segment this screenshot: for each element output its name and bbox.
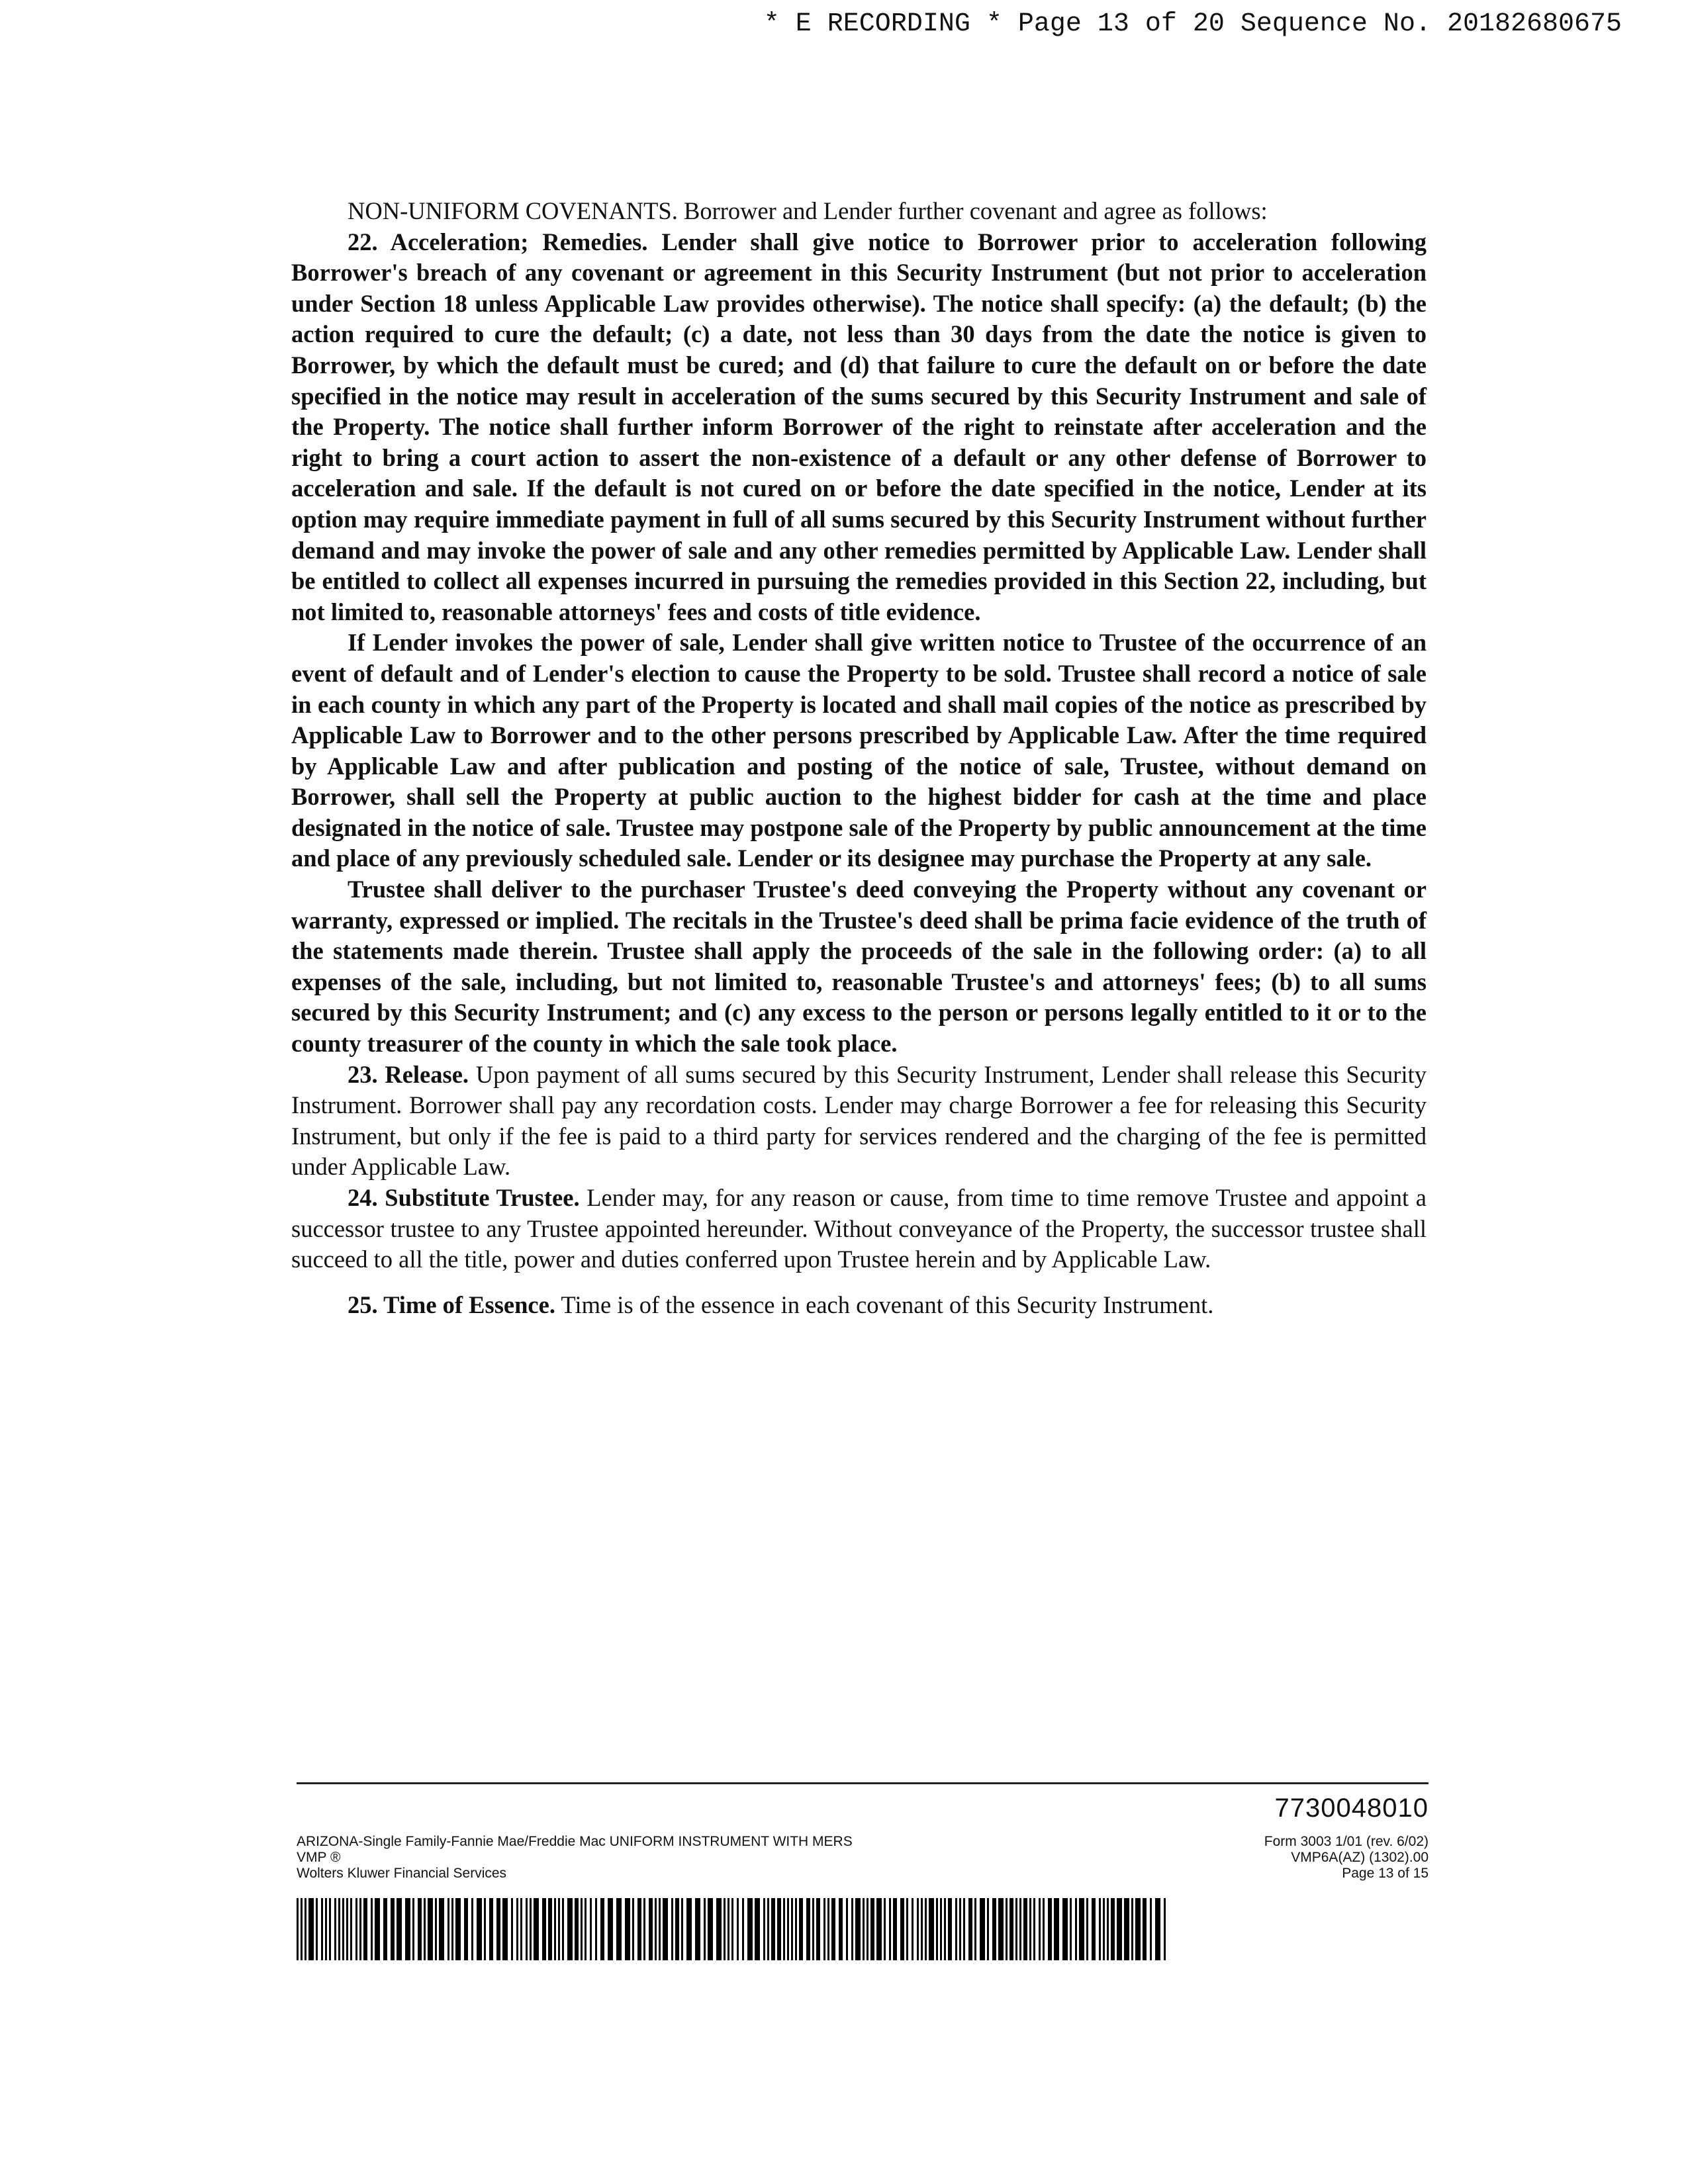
barcode-bar <box>1039 1898 1041 1960</box>
form-title: ARIZONA-Single Family-Fannie Mae/Freddie Mac UNIFORM INSTRUMENT WITH MERS <box>297 1834 853 1849</box>
barcode-bar <box>1048 1898 1052 1960</box>
barcode-bar <box>889 1898 891 1960</box>
barcode-bar <box>297 1898 299 1960</box>
barcode-bar <box>992 1898 996 1960</box>
section-24-substitute-trustee <box>291 1183 1427 1275</box>
barcode-bar <box>851 1898 853 1960</box>
barcode-bar <box>412 1898 414 1960</box>
barcode-bar <box>554 1898 556 1960</box>
barcode-bar <box>663 1898 668 1960</box>
barcode-bar <box>305 1898 306 1960</box>
barcode-bar <box>562 1898 564 1960</box>
barcode-bar <box>355 1898 357 1960</box>
barcode-bar <box>1117 1898 1122 1960</box>
section-25-heading: 25. Time of Essence. <box>348 1291 555 1318</box>
barcode-bar <box>936 1898 938 1960</box>
barcode-bar <box>1103 1898 1105 1960</box>
barcode-bar <box>893 1898 897 1960</box>
publisher-name: Wolters Kluwer Financial Services <box>297 1866 507 1881</box>
barcode-bar <box>1019 1898 1021 1960</box>
recording-stamp: * E RECORDING * Page 13 of 20 Sequence No. 20182680675 <box>763 9 1622 39</box>
barcode-bar <box>1086 1898 1088 1960</box>
barcode-bar <box>439 1898 444 1960</box>
section-22-power-of-sale: If Lender invokes the power of sale, Lender shall give written notice to Trustee of the occurrence of an event of default and of Lender's election to cause the Property to be sold. Trustee shall record a notice of sale in each county in which any part of the Property is located and shall mail copies of the notice as prescribed by Applicable Law to Borrower and to the other persons prescribed by Applicable Law. After the time required by Applicable Law and after publication and posting of the notice of sale, Trustee, without demand on Borrower, shall sell the Property at public auction to the highest bidder for cash at the time and place designated in the notice of sale. Trustee may postpone sale of the Property by public announcement at the time and place of any previously scheduled sale. Lender or its designee may purchase the Property at any sale. <box>291 629 1427 872</box>
barcode-bar <box>625 1898 630 1960</box>
barcode-bar <box>827 1898 829 1960</box>
document-body <box>291 196 1427 1320</box>
barcode-bar <box>489 1898 493 1960</box>
barcode-bar <box>637 1898 641 1960</box>
form-number: Form 3003 1/01 (rev. 6/02) <box>1264 1834 1429 1849</box>
barcode-bar <box>987 1898 989 1960</box>
barcode-bar <box>558 1898 560 1960</box>
barcode-bar <box>383 1898 387 1960</box>
barcode-bar <box>643 1898 645 1960</box>
barcode-bar <box>325 1898 327 1960</box>
barcode-bar <box>695 1898 700 1960</box>
barcode-bar <box>925 1898 927 1960</box>
barcode-bar <box>974 1898 976 1960</box>
barcode-bar <box>1164 1898 1166 1960</box>
barcode-bar <box>816 1898 820 1960</box>
barcode-bar <box>1075 1898 1077 1960</box>
barcode-bar <box>771 1898 775 1960</box>
barcode-bar <box>867 1898 868 1960</box>
barcode-bar <box>1131 1898 1133 1960</box>
barcode-bar <box>334 1898 336 1960</box>
barcode-bar <box>1111 1898 1115 1960</box>
barcode-bar <box>1062 1898 1068 1960</box>
barcode-bar <box>590 1898 592 1960</box>
barcode-bar <box>795 1898 797 1960</box>
barcode-bar <box>471 1898 473 1960</box>
barcode-bar <box>1124 1898 1129 1960</box>
barcode <box>297 1898 1170 1960</box>
barcode-bar <box>855 1898 861 1960</box>
barcode-bar <box>686 1898 692 1960</box>
barcode-bar <box>659 1898 661 1960</box>
barcode-bar <box>716 1898 722 1960</box>
barcode-bar <box>787 1898 789 1960</box>
barcode-bar <box>655 1898 657 1960</box>
barcode-bar <box>548 1898 552 1960</box>
barcode-bar <box>959 1898 961 1960</box>
barcode-bar <box>806 1898 810 1960</box>
barcode-bar <box>1143 1898 1147 1960</box>
barcode-bar <box>435 1898 437 1960</box>
barcode-bar <box>839 1898 843 1960</box>
barcode-bar <box>595 1898 597 1960</box>
barcode-bar <box>516 1898 518 1960</box>
barcode-bar <box>451 1898 453 1960</box>
barcode-bar <box>1099 1898 1101 1960</box>
barcode-bar <box>823 1898 825 1960</box>
barcode-bar <box>405 1898 410 1960</box>
barcode-bar <box>496 1898 500 1960</box>
barcode-bar <box>671 1898 673 1960</box>
barcode-bar <box>371 1898 373 1960</box>
barcode-bar <box>812 1898 814 1960</box>
footer-divider <box>297 1782 1429 1784</box>
barcode-bar <box>724 1898 726 1960</box>
barcode-bar <box>955 1898 957 1960</box>
barcode-bar <box>1015 1898 1017 1960</box>
barcode-bar <box>900 1898 904 1960</box>
barcode-bar <box>917 1898 919 1960</box>
barcode-bar <box>704 1898 706 1960</box>
barcode-bar <box>397 1898 402 1960</box>
section-25-time-of-essence <box>291 1290 1427 1321</box>
barcode-bar <box>477 1898 482 1960</box>
barcode-bar <box>783 1898 785 1960</box>
barcode-bar <box>767 1898 769 1960</box>
barcode-bar <box>301 1898 303 1960</box>
section-25-text: Time is of the essence in each covenant of this Security Instrument. <box>555 1291 1214 1318</box>
barcode-bar <box>363 1898 367 1960</box>
barcode-bar <box>863 1898 865 1960</box>
barcode-bar <box>608 1898 613 1960</box>
barcode-bar <box>520 1898 522 1960</box>
barcode-bar <box>1092 1898 1096 1960</box>
section-23-heading: 23. Release. <box>348 1060 469 1088</box>
barcode-bar <box>1054 1898 1059 1960</box>
page-number: Page 13 of 15 <box>1342 1866 1429 1881</box>
barcode-bar <box>681 1898 683 1960</box>
barcode-bar <box>424 1898 426 1960</box>
section-24-text: Lender may, for any reason or cause, from time to time remove Trustee and appoint a successor trustee to any Trustee appointed hereunder. Without conveyance of the Property, the successor trustee shall succeed to all the title, power and duties conferred upon Trustee herein and by Applicable Law. <box>291 1184 1427 1273</box>
barcode-bar <box>308 1898 314 1960</box>
footer-right <box>1264 1834 1429 1882</box>
barcode-bar <box>940 1898 942 1960</box>
barcode-bar <box>747 1898 753 1960</box>
barcode-bar <box>708 1898 713 1960</box>
barcode-bar <box>511 1898 513 1960</box>
barcode-bar <box>968 1898 972 1960</box>
barcode-bar <box>346 1898 348 1960</box>
barcode-bar <box>727 1898 729 1960</box>
barcode-bar <box>316 1898 318 1960</box>
barcode-bar <box>464 1898 468 1960</box>
barcode-bar <box>944 1898 946 1960</box>
barcode-bar <box>998 1898 1004 1960</box>
barcode-bar <box>616 1898 622 1960</box>
barcode-bar <box>876 1898 882 1960</box>
barcode-bar <box>530 1898 532 1960</box>
barcode-bar <box>1155 1898 1160 1960</box>
barcode-bar <box>1029 1898 1031 1960</box>
barcode-bar <box>359 1898 361 1960</box>
barcode-bar <box>575 1898 579 1960</box>
barcode-bar <box>755 1898 760 1960</box>
barcode-bar <box>777 1898 781 1960</box>
barcode-bar <box>737 1898 739 1960</box>
barcode-bar <box>428 1898 433 1960</box>
barcode-bar <box>1135 1898 1141 1960</box>
barcode-bar <box>1023 1898 1027 1960</box>
barcode-bar <box>526 1898 528 1960</box>
barcode-bar <box>581 1898 583 1960</box>
barcode-bar <box>912 1898 914 1960</box>
section-23-text: Upon payment of all sums secured by this Security Instrument, Lender shall release this Security Instrument. Borrower shall pay any recordation costs. Lender may charge Borrower a fee for releasing this Security Instrument, but only if the fee is paid to a third party for services rendered and the charging of the fee is permitted under Applicable Law. <box>291 1060 1427 1181</box>
barcode-bar <box>1033 1898 1035 1960</box>
barcode-bar <box>763 1898 765 1960</box>
section-22-acceleration-remedies: 22. Acceleration; Remedies. Lender shall give notice to Borrower prior to acceleration following Borrower's breach of any covenant or agreement in this Security Instrument (but not prior to acceleration under Section 18 unless Applicable Law provides otherwise). The notice shall specify: (a) the default; (b) the action required to cure the default; (c) a date, not less than 30 days from the date the notice is given to Borrower, by which the default must be cured; and (d) that failure to cure the default on or before the date specified in the notice may result in acceleration of the sums secured by this Security Instrument and sale of the Property. The notice shall further inform Borrower of the right to reinstate after acceleration and the right to bring a court action to assert the non-existence of a default or any other defense of Borrower to acceleration and sale. If the default is not cured on or before the date specified in the notice, Lender at its option may require immediate payment in full of all sums secured by this Security Instrument without further demand and may invoke the power of sale and any other remedies permitted by Applicable Law. Lender shall be entitled to collect all expenses incurred in pursuing the remedies provided in this Section 22, including, but not limited to, reasonable attorneys' fees and costs of title evidence. <box>291 228 1427 625</box>
barcode-bar <box>929 1898 934 1960</box>
barcode-bar <box>675 1898 679 1960</box>
barcode-bar <box>870 1898 874 1960</box>
barcode-bar <box>980 1898 985 1960</box>
barcode-bar <box>948 1898 952 1960</box>
barcode-bar <box>534 1898 539 1960</box>
form-footer <box>297 1782 1429 1882</box>
barcode-bar <box>649 1898 653 1960</box>
barcode-bar <box>484 1898 486 1960</box>
barcode-bar <box>846 1898 848 1960</box>
barcode-bar <box>375 1898 380 1960</box>
barcode-bar <box>350 1898 352 1960</box>
barcode-bar <box>1070 1898 1072 1960</box>
barcode-bar <box>1043 1898 1045 1960</box>
barcode-bar <box>1006 1898 1008 1960</box>
barcode-bar <box>502 1898 508 1960</box>
barcode-bar <box>329 1898 331 1960</box>
barcode-bar <box>321 1898 323 1960</box>
barcode-bar <box>567 1898 573 1960</box>
barcode-bar <box>455 1898 461 1960</box>
barcode-bar <box>791 1898 793 1960</box>
barcode-bar <box>921 1898 923 1960</box>
form-code: VMP6A(AZ) (1302).00 <box>1291 1850 1429 1865</box>
footer-info-row <box>297 1834 1429 1882</box>
barcode-bar <box>1009 1898 1013 1960</box>
barcode-bar <box>1150 1898 1152 1960</box>
section-23-release <box>291 1060 1427 1183</box>
vmp-mark: VMP ® <box>297 1850 341 1865</box>
barcode-bar <box>447 1898 449 1960</box>
barcode-bar <box>1079 1898 1084 1960</box>
barcode-bar <box>831 1898 835 1960</box>
barcode-bar <box>338 1898 340 1960</box>
footer-left <box>297 1834 853 1882</box>
barcode-bar <box>632 1898 634 1960</box>
barcode-bar <box>742 1898 744 1960</box>
non-uniform-covenants-intro: NON-UNIFORM COVENANTS. Borrower and Lender further covenant and agree as follows: <box>348 197 1268 224</box>
barcode-bar <box>600 1898 604 1960</box>
barcode-bar <box>731 1898 733 1960</box>
barcode-bar <box>542 1898 546 1960</box>
barcode-bar <box>963 1898 965 1960</box>
loan-number: 7730048010 <box>1274 1794 1429 1823</box>
barcode-bar <box>585 1898 586 1960</box>
barcode-bar <box>884 1898 886 1960</box>
barcode-bar <box>342 1898 344 1960</box>
barcode-bar <box>1107 1898 1109 1960</box>
barcode-bar <box>391 1898 395 1960</box>
barcode-bar <box>799 1898 803 1960</box>
barcode-bar <box>418 1898 422 1960</box>
section-22-trustee-deed: Trustee shall deliver to the purchaser Trustee's deed conveying the Property without any covenant or warranty, expressed or implied. The recitals in the Trustee's deed shall be prima facie evidence of the truth of the statements made therein. Trustee shall apply the proceeds of the sale in the following order: (a) to all expenses of the sale, including, but not limited to, reasonable Trustee's and attorneys' fees; (b) to all sums secured by this Security Instrument; and (c) any excess to the person or persons legally entitled to it or to the county treasurer of the county in which the sale took place. <box>291 876 1427 1058</box>
barcode-bar <box>906 1898 908 1960</box>
section-24-heading: 24. Substitute Trustee. <box>348 1184 580 1211</box>
